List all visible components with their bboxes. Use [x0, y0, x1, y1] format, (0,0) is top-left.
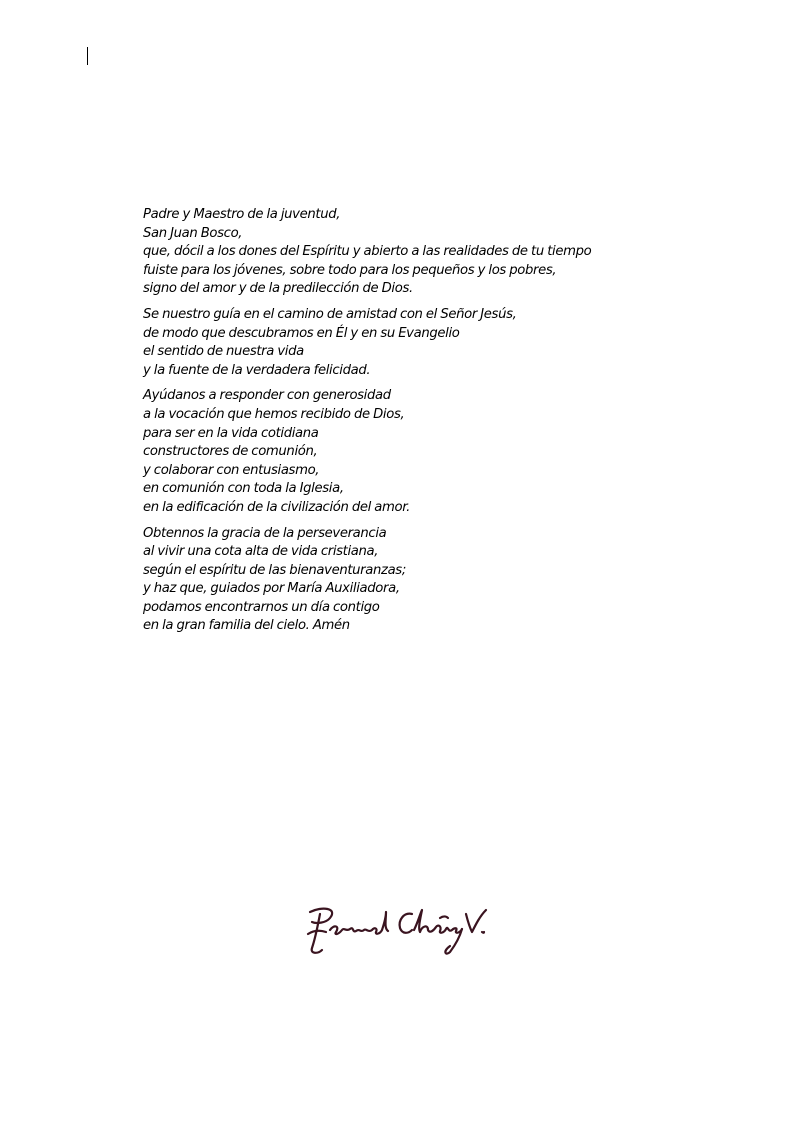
prayer-line: signo del amor y de la predilección de Dios. [143, 281, 413, 297]
prayer-line: fuiste para los jóvenes, sobre todo para los pequeños y los pobres, [143, 262, 557, 278]
signature-icon [300, 900, 492, 958]
prayer-line: en la edificación de la civilización del amor. [143, 499, 410, 515]
prayer-line: para ser en la vida cotidiana [143, 425, 319, 441]
prayer-line: en comunión con toda la Iglesia, [143, 481, 344, 497]
prayer-line: y la fuente de la verdadera felicidad. [143, 362, 371, 378]
prayer-line: de modo que descubramos en Él y en su Evangelio [143, 325, 460, 341]
signature-strokes [308, 909, 486, 954]
prayer-line: que, dócil a los dones del Espíritu y abierto a las realidades de tu tiempo [143, 244, 592, 260]
prayer-line: y haz que, guiados por María Auxiliadora, [143, 581, 400, 597]
prayer-line: Obtennos la gracia de la perseverancia [143, 525, 387, 541]
prayer-line: a la vocación que hemos recibido de Dios, [143, 406, 405, 422]
prayer-stanza [143, 387, 743, 517]
prayer-stanza [143, 206, 743, 299]
prayer-line: el sentido de nuestra vida [143, 344, 304, 360]
prayer-line: según el espíritu de las bienaventuranzas; [143, 562, 406, 578]
prayer-line: y colaborar con entusiasmo, [143, 462, 320, 478]
prayer-line: constructores de comunión, [143, 444, 318, 460]
prayer-stanza [143, 525, 743, 637]
prayer-stanza [143, 306, 743, 380]
prayer-line: en la gran familia del cielo. Amén [143, 618, 350, 634]
prayer-text [143, 206, 743, 643]
prayer-line: Ayúdanos a responder con generosidad [143, 388, 391, 404]
prayer-line: Se nuestro guía en el camino de amistad con el Señor Jesús, [143, 306, 517, 322]
prayer-line: podamos encontrarnos un día contigo [143, 599, 380, 615]
prayer-line: San Juan Bosco, [143, 225, 243, 241]
signature-image [300, 900, 492, 958]
text-cursor [87, 47, 88, 65]
prayer-line: Padre y Maestro de la juventud, [143, 207, 341, 222]
prayer-line: al vivir una cota alta de vida cristiana, [143, 544, 379, 560]
